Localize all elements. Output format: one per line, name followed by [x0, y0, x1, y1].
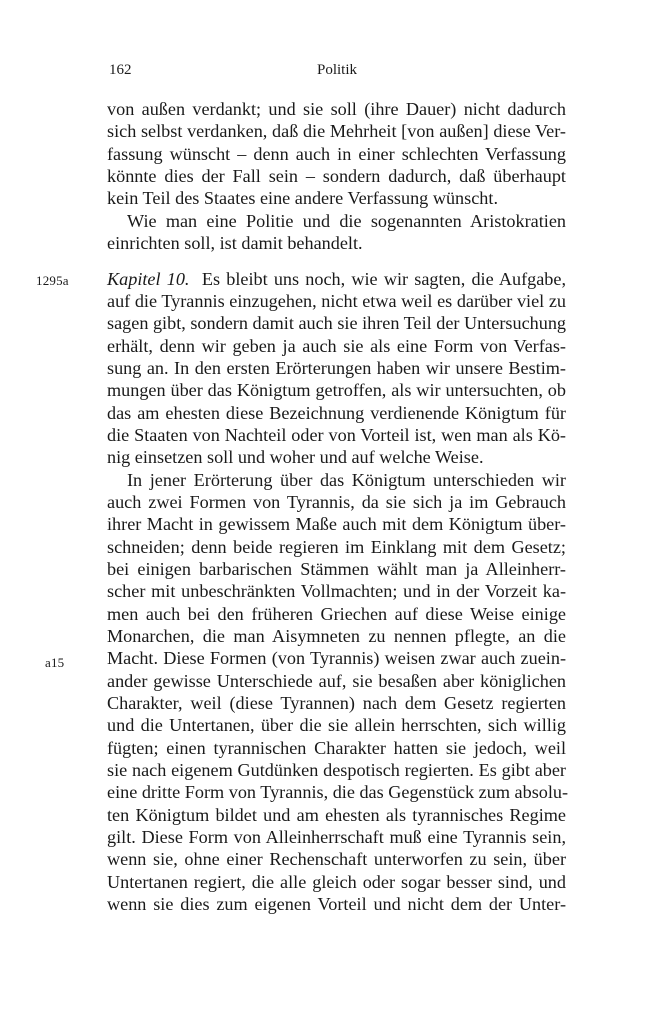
text-line: fügten; einen tyrannischen Charakter hatten sie jedoch, weil	[107, 738, 566, 758]
text-line: sung an. In den ersten Erörterungen haben wir unsere Bestim-	[107, 358, 566, 378]
text-line: die Staaten von Nachteil oder von Vorteil ist, wen man als Kö-	[107, 425, 566, 445]
text-line: sich selbst verdanken, daß die Mehrheit [von außen] diese Ver-	[107, 121, 566, 141]
text-line: eine dritte Form von Tyrannis, die das Gegenstück zum absolu-	[107, 782, 569, 802]
text-line: sagen gibt, sondern damit auch sie ihren Teil der Untersuchung	[107, 313, 567, 333]
text-line: auf die Tyrannis einzugehen, nicht etwa weil es darüber viel zu	[107, 291, 566, 311]
text-line: ten Königtum bildet und am ehesten als tyrannisches Regime	[107, 805, 566, 825]
text-line: gilt. Diese Form von Alleinherrschaft muß eine Tyrannis sein,	[107, 827, 566, 847]
text-line: auch zwei Formen von Tyrannis, da sie sich ja im Gebrauch	[107, 492, 566, 512]
text-line: Untertanen regiert, die alle gleich oder sogar besser sind, und	[107, 872, 566, 892]
running-title: Politik	[316, 62, 357, 78]
text-line: erhält, denn wir geben ja auch sie als eine Form von Verfas-	[107, 336, 566, 356]
text-line: bei einigen barbarischen Stämmen wählt man ja Alleinherr-	[107, 559, 566, 579]
text-line: Charakter, weil (diese Tyrannen) nach dem Gesetz regierten	[107, 693, 566, 713]
text-line: nig einsetzen soll und woher und auf welche Weise.	[107, 447, 484, 467]
text-line: fassung wünscht – denn auch in einer schlechten Verfassung	[107, 144, 566, 164]
text-line: Wie man eine Politie und die sogenannten Aristokratien	[127, 211, 566, 231]
text-line: einrichten soll, ist damit behandelt.	[107, 233, 363, 253]
text-line: scher mit unbeschränkten Vollmachten; und in der Vorzeit ka-	[107, 581, 566, 601]
text-line: In jener Erörterung über das Königtum unterschieden wir	[127, 470, 566, 490]
text-line: kein Teil des Staates eine andere Verfassung wünscht.	[107, 188, 498, 208]
text-line: sie nach eigenem Gutdünken despotisch regierten. Es gibt aber	[107, 760, 566, 780]
text-line: Macht. Diese Formen (von Tyrannis) weisen zwar auch zuein-	[107, 648, 566, 668]
running-head	[107, 62, 567, 82]
text-line: und die Untertanen, über die sie allein herrschten, sich willig	[107, 715, 566, 735]
chapter-first-line	[107, 268, 566, 290]
text-line: wenn sie, ohne einer Rechenschaft unterworfen zu sein, über	[107, 849, 566, 869]
text-line: Monarchen, die man Aisymneten zu nennen pflegte, an die	[107, 626, 566, 646]
text-line: könnte dies der Fall sein – sondern dadurch, daß überhaupt	[107, 166, 566, 186]
text-line: von außen verdankt; und sie soll (ihre Dauer) nicht dadurch	[107, 99, 566, 119]
text-line: schneiden; denn beide regieren im Einklang mit dem Gesetz;	[107, 537, 566, 557]
chapter-heading: Kapitel 10.	[107, 269, 190, 289]
text-line: mungen über das Königtum getroffen, als wir untersuchten, ob	[107, 380, 566, 400]
text-line: wenn sie dies zum eigenen Vorteil und nicht dem der Unter-	[107, 894, 566, 914]
margin-reference: 1295a	[36, 273, 69, 288]
text-line: men auch bei den früheren Griechen auf diese Weise einige	[107, 604, 566, 624]
text-fragment: Es bleibt uns noch, wie wir sagten, die Aufgabe,	[201, 269, 567, 289]
margin-reference: a15	[45, 655, 65, 670]
page-number: 162	[109, 62, 132, 78]
text-line: ihrer Macht in gewissem Maße auch mit dem Königtum über-	[107, 514, 566, 534]
text-line: ander gewisse Unterschiede auf, sie besaßen aber königlichen	[107, 671, 566, 691]
text-line: das am ehesten diese Bezeichnung verdienende Königtum für	[107, 403, 566, 423]
